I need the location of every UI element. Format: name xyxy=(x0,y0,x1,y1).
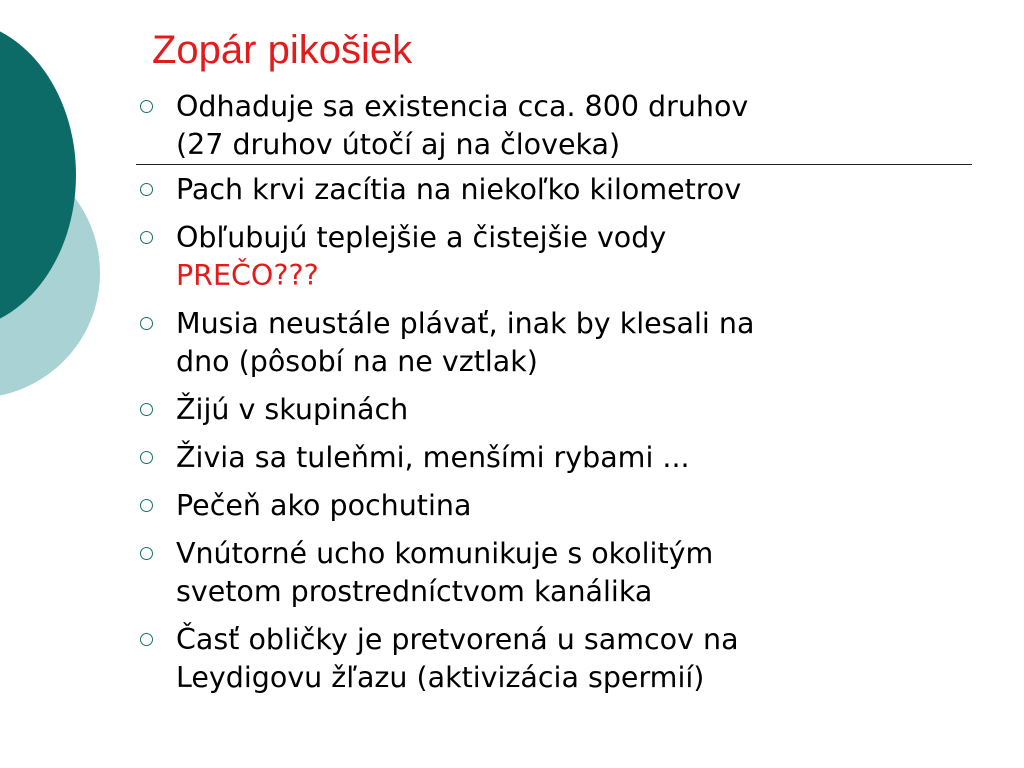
question-highlight: PREČO??? xyxy=(176,259,319,292)
list-item xyxy=(136,88,972,165)
bullet-text: dno (pôsobí na ne vztlak) xyxy=(176,345,538,378)
hollow-circle-icon xyxy=(140,317,153,330)
list-item xyxy=(136,621,996,697)
bullet-text: Pach krvi zacítia na niekoľko kilometrov xyxy=(176,173,742,206)
bullet-text: Musia neustále plávať, inak by klesali na xyxy=(176,307,755,340)
bullet-text: (27 druhov útočí aj na človeka) xyxy=(176,128,621,161)
slide-title: Zopár pikošiek xyxy=(152,28,413,72)
bullet-text: Živia sa tuleňmi, menšími rybami ... xyxy=(176,441,690,474)
hollow-circle-icon xyxy=(140,499,153,512)
list-item xyxy=(136,305,996,381)
hollow-circle-icon xyxy=(140,547,153,560)
list-item xyxy=(136,219,996,295)
hollow-circle-icon xyxy=(140,403,153,416)
hollow-circle-icon xyxy=(140,451,153,464)
list-item xyxy=(136,391,996,429)
bullet-text: Vnútorné ucho komunikuje s okolitým xyxy=(176,537,714,570)
bullet-text: Obľubujú teplejšie a čistejšie vody xyxy=(176,221,667,254)
hollow-circle-icon xyxy=(140,183,153,196)
bullet-text: Časť obličky je pretvorená u samcov na xyxy=(176,623,739,656)
hollow-circle-icon xyxy=(140,100,153,113)
list-item xyxy=(136,487,996,525)
bullet-text: Leydigovu žľazu (aktivizácia spermií) xyxy=(176,661,705,694)
hollow-circle-icon xyxy=(140,633,153,646)
bullet-text: svetom prostredníctvom kanálika xyxy=(176,575,653,608)
bullet-text: Žijú v skupinách xyxy=(176,393,409,426)
bullet-list xyxy=(136,88,996,707)
bullet-text: Odhaduje sa existencia cca. 800 druhov xyxy=(176,90,749,123)
list-item xyxy=(136,171,996,209)
list-item xyxy=(136,439,996,477)
list-item xyxy=(136,535,996,611)
bullet-text: Pečeň ako pochutina xyxy=(176,489,472,522)
hollow-circle-icon xyxy=(140,231,153,244)
